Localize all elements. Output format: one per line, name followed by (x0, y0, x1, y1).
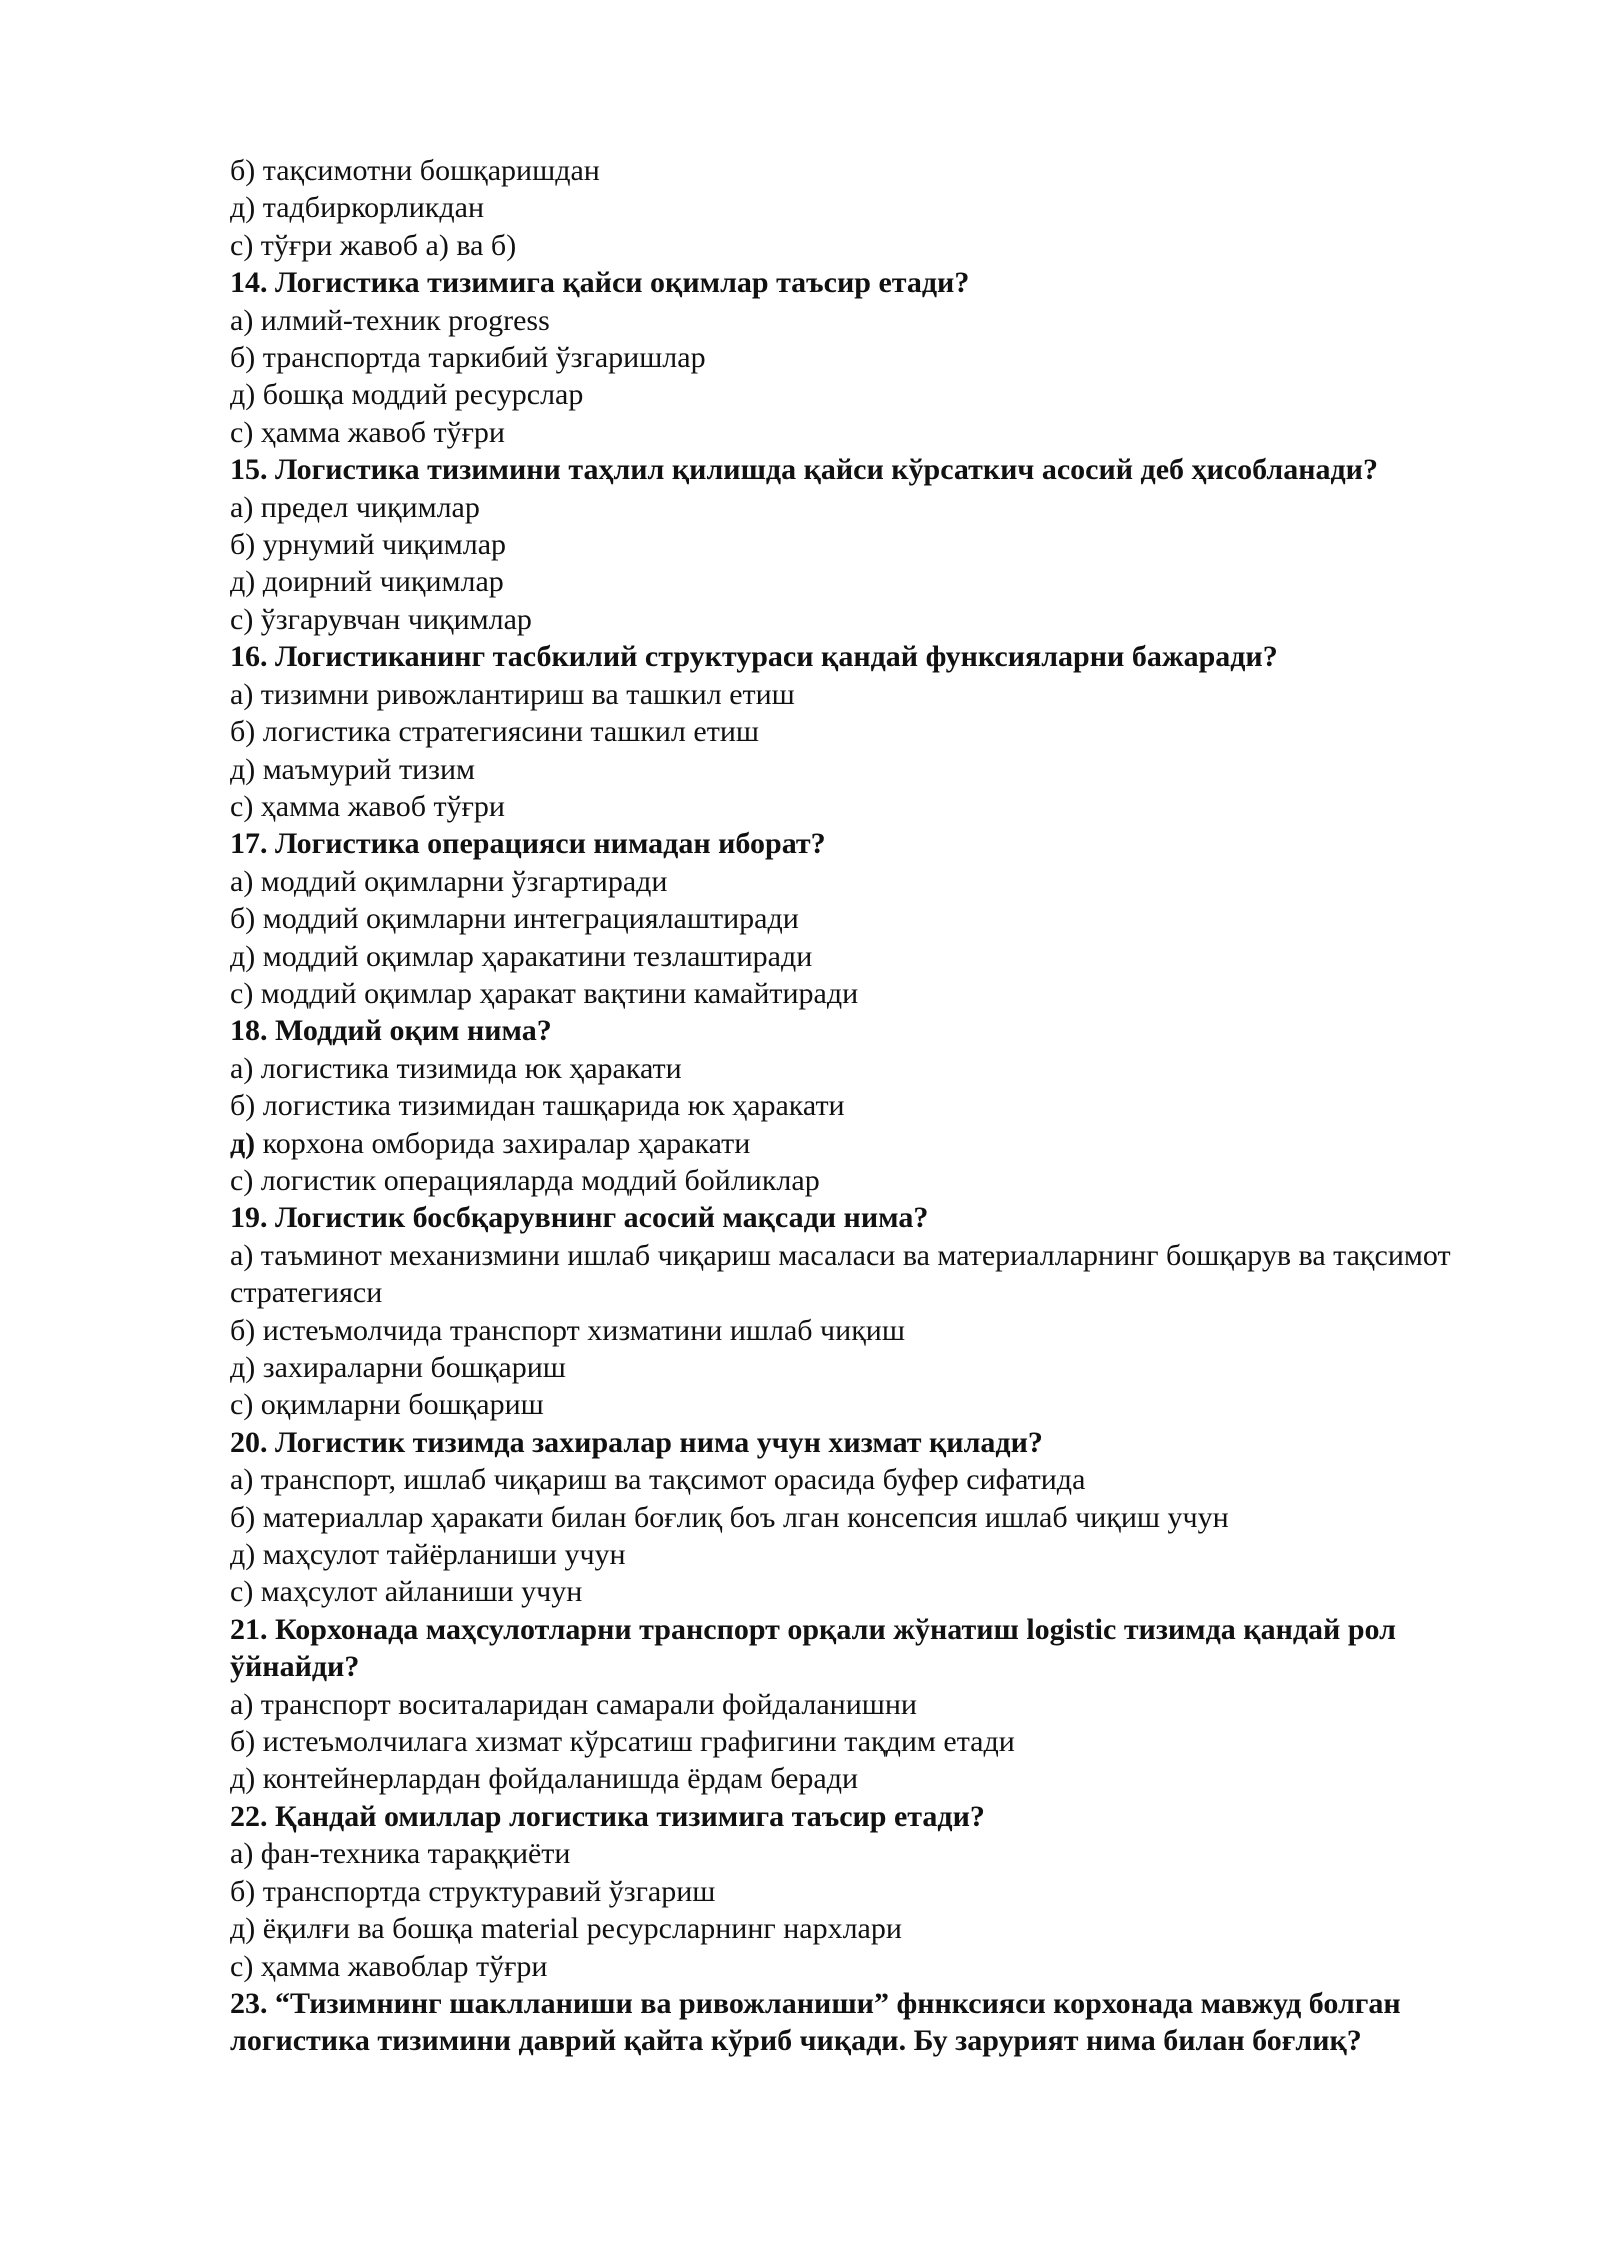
answer-option: а) транспорт, ишлаб чиқариш ва тақсимот орасида буфер сифатида (230, 1463, 1086, 1497)
answer-option: а) таъминот механизмини ишлаб чиқариш масаласи ва материалларнинг бошқарув ва тақсимот стратегияси (230, 1238, 1451, 1310)
answer-option: а) моддий оқимларни ўзгартиради (230, 864, 668, 898)
answer-option: д) маъмурий тизим (230, 752, 476, 786)
answer-option: с) ўзгарувчан чиқимлар (230, 602, 532, 636)
answer-option: б) транспортда структуравий ўзгариш (230, 1874, 716, 1908)
question-23: 23. “Тизимнинг шаклланиши ва ривожланиши” фннксияси корхонада мавжуд болган логистика тизимини даврий қайта кўриб чиқади. Бу зарурият нима билан боғлиқ? (230, 1986, 1401, 2058)
question-14: 14. Логистика тизимига қайси оқимлар таъсир етади? (230, 266, 970, 300)
answer-option: с) тўғри жавоб а) ва б) (230, 228, 517, 262)
answer-option: д) тадбиркорликдан (230, 191, 485, 225)
answer-option-prefix: д) (230, 1126, 256, 1160)
answer-option: б) логистика стратегиясини ташкил етиш (230, 715, 759, 749)
question-20: 20. Логистик тизимда захиралар нима учун хизмат қилади? (230, 1425, 1043, 1459)
question-19: 19. Логистик босбқарувнинг асосий мақсади нима? (230, 1201, 929, 1235)
answer-option: б) истеъмолчида транспорт хизматини ишлаб чиқиш (230, 1313, 905, 1347)
answer-option: д) захираларни бошқариш (230, 1351, 566, 1384)
answer-option: б) урнумий чиқимлар (230, 528, 507, 562)
answer-option: б) логистика тизимидан ташқарида юк ҳаракати (230, 1089, 845, 1123)
answer-option: с) ҳамма жавоб тўғри (230, 789, 505, 823)
answer-option: а) логистика тизимида юк ҳаракати (230, 1051, 682, 1085)
answer-option: б) моддий оқимларни интеграциялаштиради (230, 902, 799, 936)
question-17: 17. Логистика операцияси нимадан иборат? (230, 827, 826, 861)
answer-option: а) фан-техника тараққиёти (230, 1837, 571, 1871)
answer-option (230, 1125, 1470, 1162)
answer-option: б) истеъмолчилага хизмат кўрсатиш графигини тақдим етади (230, 1725, 1015, 1759)
answer-option: д) бошқа моддий ресурслар (230, 378, 584, 412)
question-21: 21. Корхонада маҳсулотларни транспорт орқали жўнатиш logistic тизимда қандай рол ўйнайди? (230, 1612, 1396, 1684)
answer-option: д) моддий оқимлар ҳаракатини тезлаштиради (230, 939, 813, 973)
question-18: 18. Моддий оқим нима? (230, 1014, 552, 1048)
answer-option: д) маҳсулот тайёрланиши учун (230, 1538, 626, 1572)
answer-option: а) илмий-техник progress (230, 303, 550, 337)
answer-option: д) контейнерлардан фойдаланишда ёрдам беради (230, 1762, 859, 1796)
answer-option: б) материаллар ҳаракати билан боғлиқ боъ лган консепсия ишлаб чиқиш учун (230, 1500, 1229, 1534)
answer-option: б) тақсимотни бошқаришдан (230, 154, 600, 187)
question-16: 16. Логистиканинг тасбкилий структураси қандай функсияларни бажаради? (230, 640, 1278, 674)
answer-option: д) доирний чиқимлар (230, 565, 504, 599)
document-page (230, 152, 1470, 2060)
answer-option: а) транспорт воситаларидан самарали фойдаланишни (230, 1687, 917, 1721)
answer-option: с) ҳамма жавоб тўғри (230, 415, 505, 449)
answer-option: а) тизимни ривожлантириш ва ташкил етиш (230, 677, 795, 711)
answer-option: д) ёқилғи ва бошқа material ресурсларнинг нархлари (230, 1912, 902, 1946)
answer-option: с) маҳсулот айланиши учун (230, 1575, 583, 1609)
answer-option: а) предел чиқимлар (230, 490, 480, 524)
answer-option: с) оқимларни бошқариш (230, 1388, 544, 1422)
answer-option: с) ҳамма жавоблар тўғри (230, 1949, 548, 1983)
question-22: 22. Қандай омиллар логистика тизимига таъсир етади? (230, 1799, 985, 1833)
answer-option-text: корхона омборида захиралар ҳаракати (255, 1126, 751, 1160)
answer-option: с) логистик операцияларда моддий бойликлар (230, 1163, 820, 1197)
answer-option: с) моддий оқимлар ҳаракат вақтини камайтиради (230, 976, 859, 1010)
answer-option: б) транспортда таркибий ўзгаришлар (230, 341, 706, 375)
question-15: 15. Логистика тизимини таҳлил қилишда қайси кўрсаткич асосий деб ҳисобланади? (230, 453, 1378, 487)
